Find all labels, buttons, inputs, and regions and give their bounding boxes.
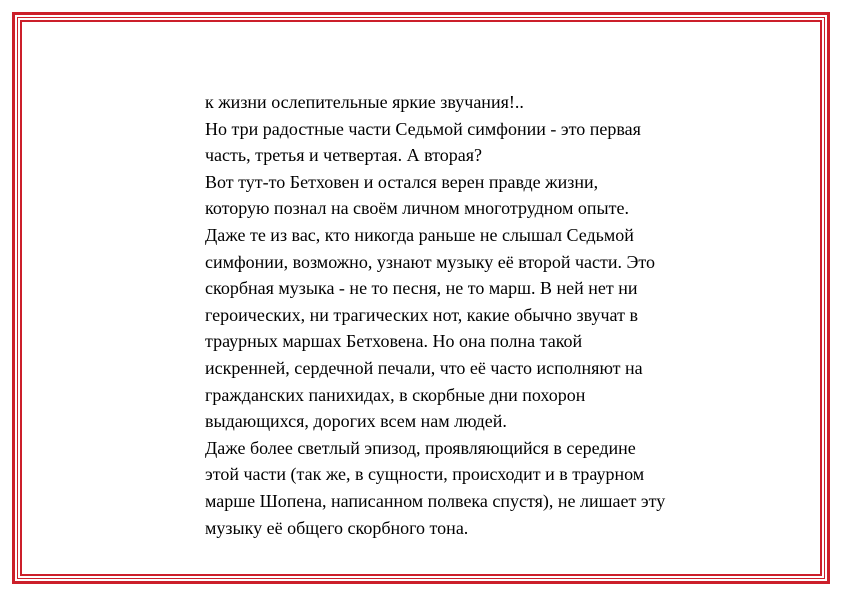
- text-line: Даже более светлый эпизод, проявляющийся в середине: [205, 437, 636, 458]
- text-line: к жизни ослепительные яркие звучания!..: [205, 92, 524, 112]
- text-line: Даже те из вас, кто никогда раньше не слышал Седьмой: [205, 224, 634, 245]
- text-line: марше Шопена, написанном полвека спустя), не лишает эту: [205, 490, 666, 511]
- text-line: которую познал на своём личном многотрудном опыте.: [205, 198, 630, 219]
- text-line: Вот тут-то Бетховен и остался верен правде жизни,: [205, 171, 599, 192]
- text-line: скорбная музыка - не то песня, не то марш. В ней нет ни: [205, 278, 638, 299]
- text-line: искренней, сердечной печали, что её часто исполняют на: [205, 357, 643, 378]
- text-line: симфонии, возможно, узнают музыку её второй части. Это: [205, 251, 656, 272]
- text-line: часть, третья и четвертая. А вторая?: [205, 145, 483, 166]
- text-line: гражданских панихидах, в скорбные дни похорон: [205, 384, 586, 405]
- text-line: музыку её общего скорбного тона.: [205, 517, 469, 538]
- text-line: траурных маршах Бетховена. Но она полна такой: [205, 331, 583, 352]
- text-line: героических, ни трагических нот, какие обычно звучат в: [205, 304, 638, 325]
- text-line: Но три радостные части Седьмой симфонии - это первая: [205, 118, 641, 139]
- text-line: выдающихся, дорогих всем нам людей.: [205, 411, 507, 432]
- slide-text-block: [205, 89, 765, 541]
- text-line: этой части (так же, в сущности, происходит и в траурном: [205, 464, 645, 485]
